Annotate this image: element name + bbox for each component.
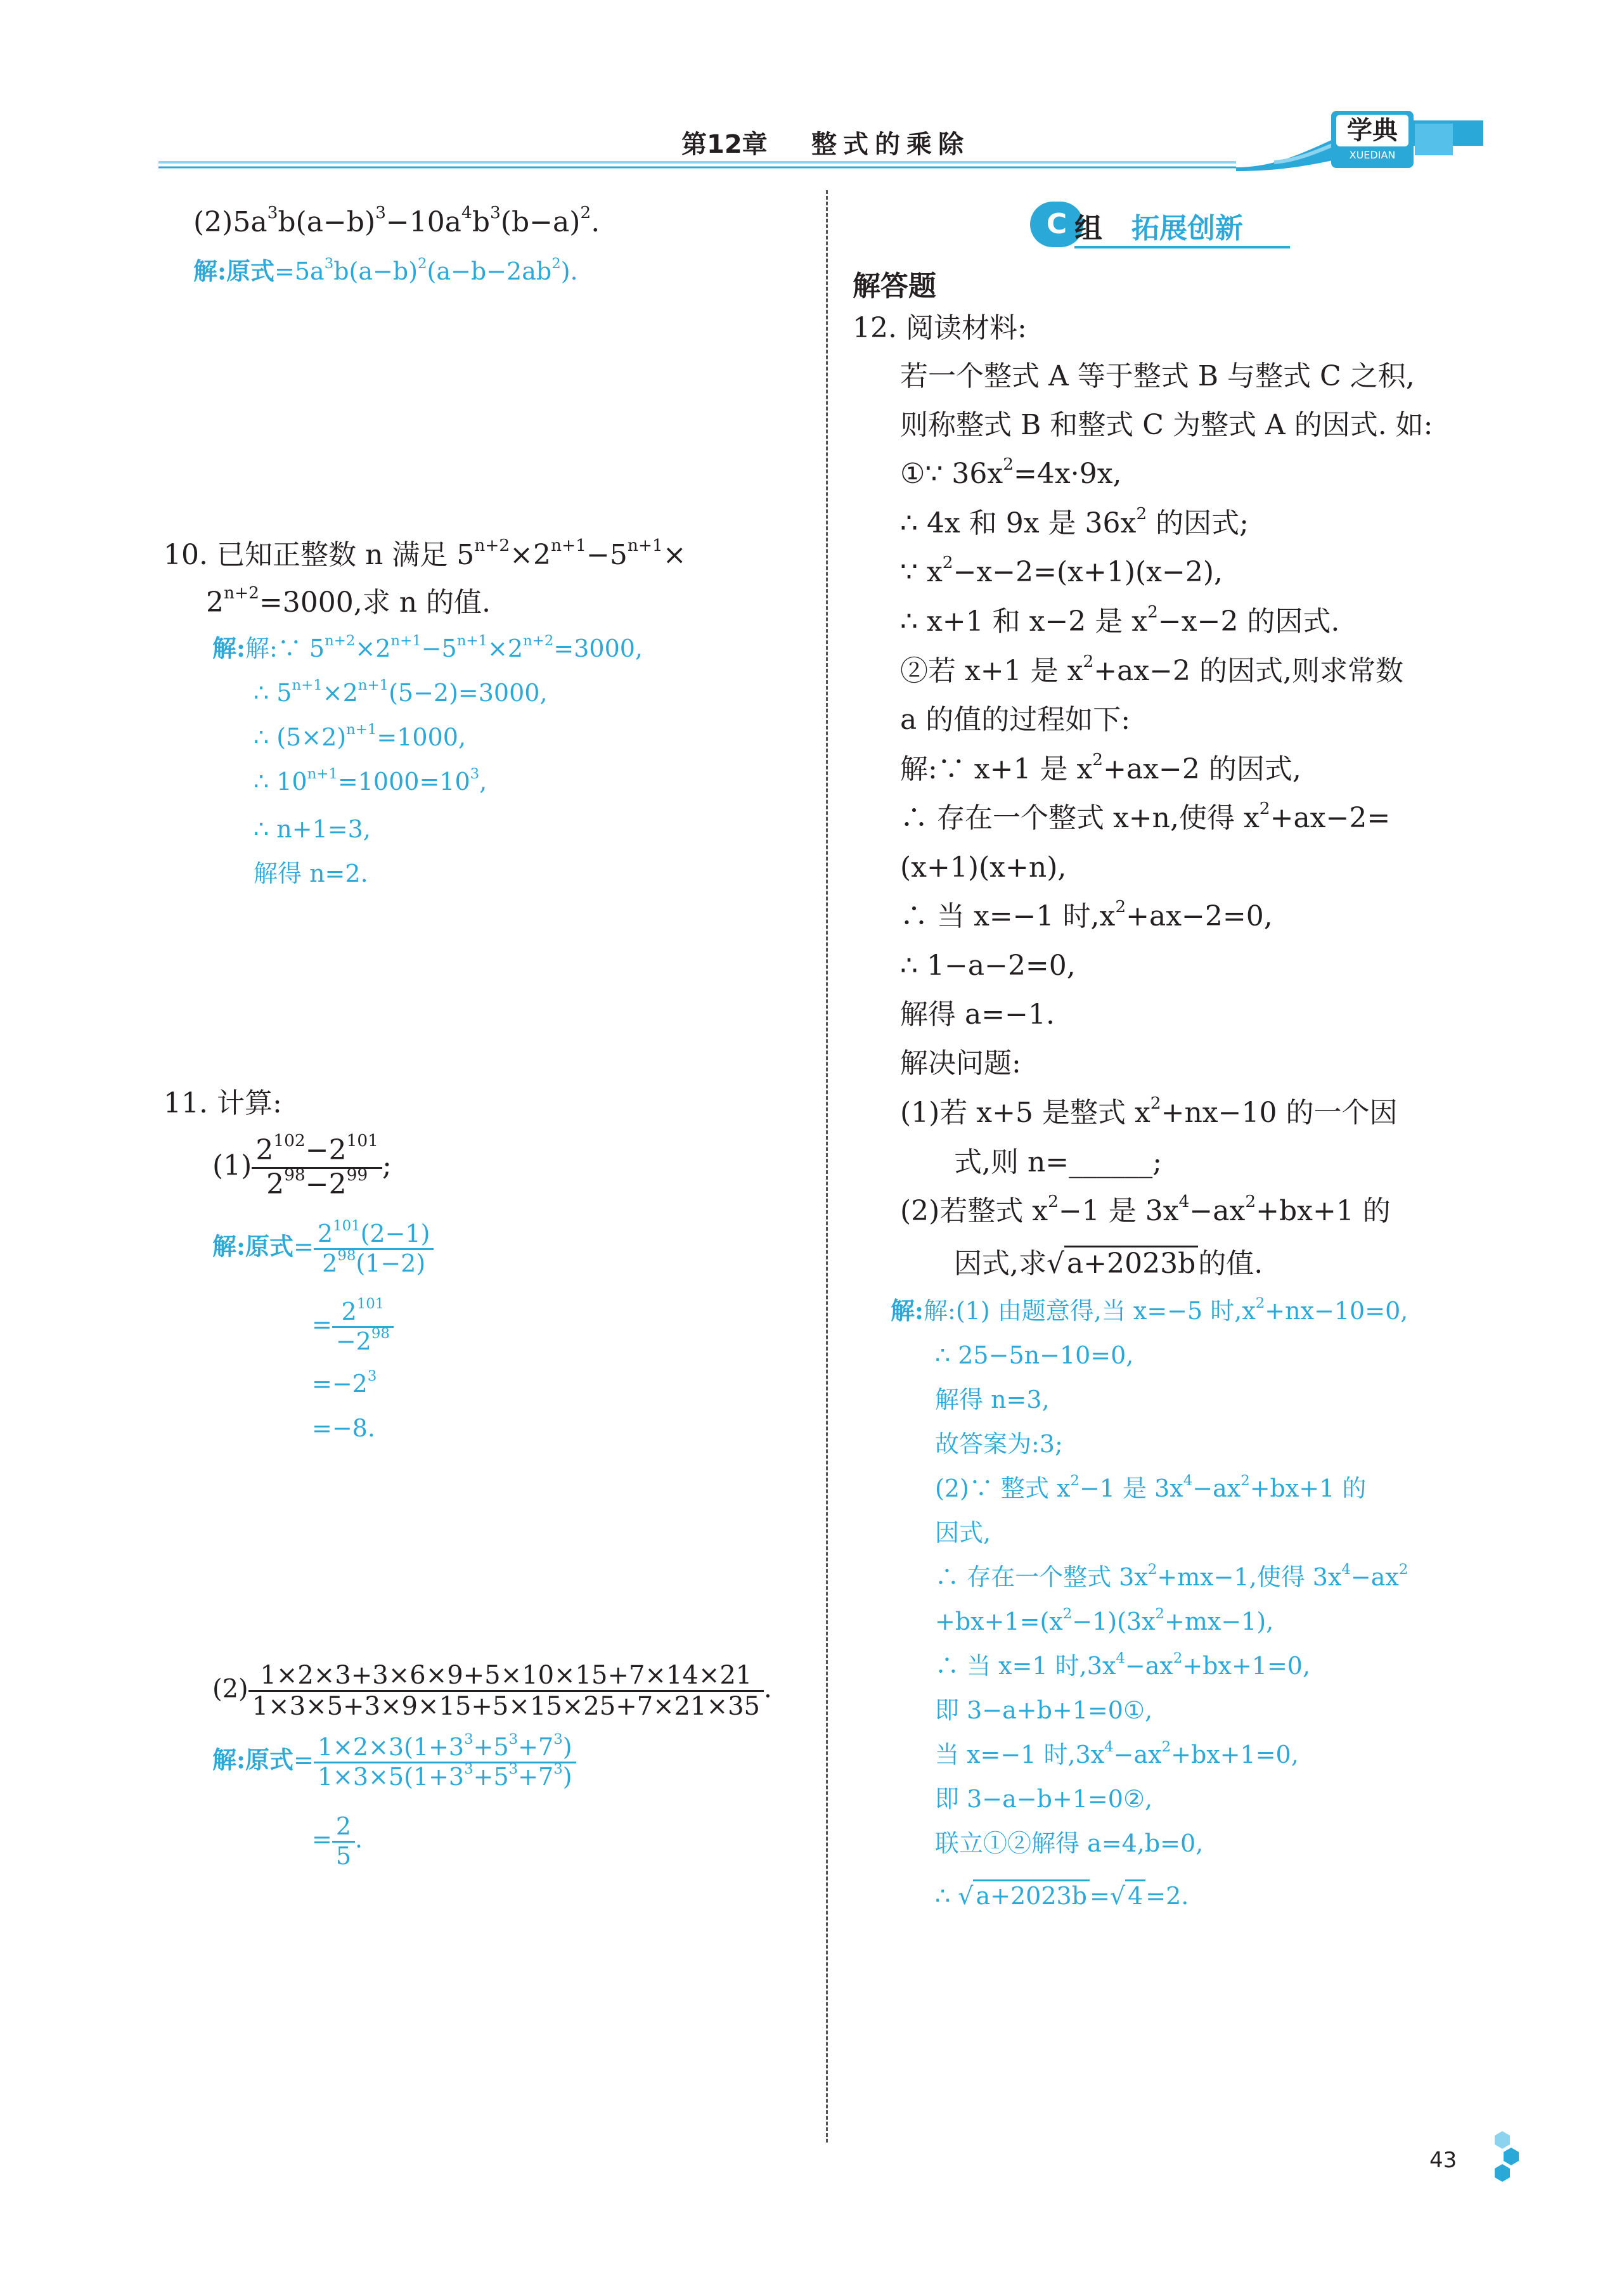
q12-solution-line: 联立①②解得 a=4,b=0, <box>935 1829 1204 1857</box>
q11-part1-solution-step: $=-2^3$ <box>312 1367 377 1398</box>
q10-solution-line: 解得 n=2. <box>254 860 368 887</box>
q12-solution-line: $+bx+1=(x^2-1)(3x^2+mx-1)$, <box>935 1605 1274 1635</box>
q12-line: 若一个整式 A 等于整式 B 与整式 C 之积, <box>900 360 1415 392</box>
q12-line: ∴ 4x 和 9x 是 $36x^2$ 的因式; <box>900 503 1249 539</box>
q12-line: ∴ 当 x=−1 时$,x^2+ax-2=0$, <box>900 896 1273 932</box>
q11-part1-solution-step: 解:原式= $\frac{2^{101}(2-1)}{2^{98}(1-2)}$ <box>212 1220 434 1277</box>
q12-line: 12. 阅读材料: <box>853 312 1027 344</box>
q11-title: 11. 计算: <box>164 1087 282 1119</box>
q12-solution-line: 解得 n=3, <box>935 1386 1050 1414</box>
q12-solution-line: 因式, <box>935 1519 991 1547</box>
q12-solution-line: (2)∵ 整式 $x^2-1$ 是 $3x^4-ax^2+bx+1$ 的 <box>935 1472 1367 1502</box>
q12-solution-line: 当 x=−1 时$,3x^4-ax^2+bx+1=0$, <box>935 1738 1299 1769</box>
chapter-label: 第12章 <box>681 130 768 159</box>
chapter-title: 整式的乘除 <box>811 130 970 159</box>
q10-solution-line: 解:解:∵ $5^{n+2}\times 2^{n+1}-5^{n+1}\times 2^{n+2}=3000$, <box>212 632 643 662</box>
group-title: 拓展创新 <box>1131 212 1243 245</box>
q12-line: ∴ 存在一个整式 x+n,使得 $x^2+ax-2=$ <box>900 798 1391 834</box>
q9-part2-problem: $(2)5a^3b(a-b)^3-10a^4b^3(b-a)^2$. <box>193 202 600 238</box>
q12-line: ②若 x+1 是 $x^2+ax-2$ 的因式,则求常数 <box>900 651 1403 687</box>
group-c-banner <box>1030 202 1296 252</box>
header-tab-decoration <box>1415 124 1453 155</box>
q11-part1-problem: (1) $\frac{2^{102}-2^{101}}{2^{98}-2^{99}}$ ; <box>212 1130 392 1201</box>
section-heading: 解答题 <box>853 270 936 302</box>
q12-line: a 的值的过程如下: <box>900 704 1131 736</box>
brand-text: 学典 <box>1336 115 1408 146</box>
q12-line: 因式,求√a+2023b的值. <box>954 1246 1263 1280</box>
q12-line: ①∵ $36x^2=4x\cdot 9x$, <box>900 454 1122 490</box>
q12-line: 解决问题: <box>900 1047 1021 1079</box>
q12-solution-line: ∴ 存在一个整式 $3x^2+mx-1$,使得 $3x^4-ax^2$ <box>935 1561 1408 1591</box>
q12-line: ∵ $x^2-x-2=(x+1)(x-2)$, <box>900 552 1223 588</box>
brand-sub: XUEDIAN <box>1349 149 1396 161</box>
answer-blank: ______ <box>1069 1146 1153 1178</box>
q12-line: 式,则 n=______; <box>954 1146 1163 1178</box>
q10-problem-line2: $2^{n+2}=3000$,求 n 的值. <box>206 583 491 619</box>
q12-solution-line: 解:解:(1) 由题意得,当 x=−5 时$,x^2+nx-10=0$, <box>891 1294 1408 1325</box>
q12-line: 解得 a=−1. <box>900 998 1055 1031</box>
q10-solution-line: ∴ n+1=3, <box>254 815 371 843</box>
q10-solution-line: ∴ $(5\times 2)^{n+1}=1000$, <box>254 721 467 751</box>
q12-solution-line: ∴ √ a+2023b =√ 4 =2. <box>935 1879 1189 1911</box>
q11-part2-problem: (2) $\frac{1\times 2\times 3+3\times 6\times 9+5\times 10\times 15+7\times 14\times 21}{1\times 3\times 5+3\times 9\times 15+5\times 15\times 25+7\times 21\times 35}$ . <box>212 1661 772 1721</box>
q12-line: (2)若整式 $x^2-1$ 是 $3x^4-ax^2+bx+1$ 的 <box>900 1191 1391 1227</box>
group-letter-badge: C <box>1030 202 1083 247</box>
page-number: 43 <box>1429 2148 1457 2173</box>
hexagon-decoration-icon <box>1471 2130 1521 2187</box>
q12-solution-line: 即 3−a−b+1=0②, <box>935 1785 1153 1813</box>
brand-logo <box>1331 111 1414 168</box>
q10-problem-line1: 10. 已知正整数 n 满足 $5^{n+2}\times 2^{n+1}-5^{n+1}\times$ <box>164 535 686 571</box>
q10-solution-line: ∴ $5^{n+1}\times 2^{n+1}(5-2)=3000$, <box>254 676 548 707</box>
column-divider <box>826 190 828 2143</box>
sqrt-expression: a+2023b <box>1064 1246 1198 1280</box>
q11-part1-solution-step: =−8. <box>312 1414 375 1442</box>
q12-line: ∴ 1−a−2=0, <box>900 950 1076 982</box>
q11-part2-solution-step: = $\frac{2}{5}$ . <box>312 1812 363 1870</box>
q12-line: ∴ x+1 和 x−2 是 $x^2-x-2$ 的因式. <box>900 602 1340 638</box>
group-underline <box>1074 246 1290 248</box>
q12-line: (x+1)(x+n), <box>900 851 1067 884</box>
q9-part2-solution: 解:原式$=5a^3b(a-b)^2(a-b-2ab^2)$. <box>193 255 578 285</box>
q12-solution-line: 故答案为:3; <box>935 1430 1063 1458</box>
q11-part2-solution-step: 解:原式= $\frac{1\times 2\times 3(1+3^3+5^3+7^3)}{1\times 3\times 5(1+3^3+5^3+7^3)}$ <box>212 1734 576 1791</box>
q12-line: 则称整式 B 和整式 C 为整式 A 的因式. 如: <box>900 409 1433 441</box>
q12-solution-line: ∴ 当 x=1 时$,3x^4-ax^2+bx+1=0$, <box>935 1649 1311 1680</box>
header-rule <box>158 101 1490 177</box>
q12-line: 解:∵ x+1 是 $x^2+ax-2$ 的因式, <box>900 749 1301 785</box>
q10-solution-line: ∴ $10^{n+1}=1000=10^3$, <box>254 765 487 796</box>
q12-solution-line: ∴ 25−5n−10=0, <box>935 1341 1134 1369</box>
group-word: 组 <box>1074 212 1102 245</box>
q11-part1-solution-step: = $\frac{2^{101}}{-2^{98}}$ <box>312 1298 394 1355</box>
q12-line: (1)若 x+5 是整式 $x^2+nx-10$ 的一个因 <box>900 1093 1398 1129</box>
q12-solution-line: 即 3−a+b+1=0①, <box>935 1696 1153 1724</box>
